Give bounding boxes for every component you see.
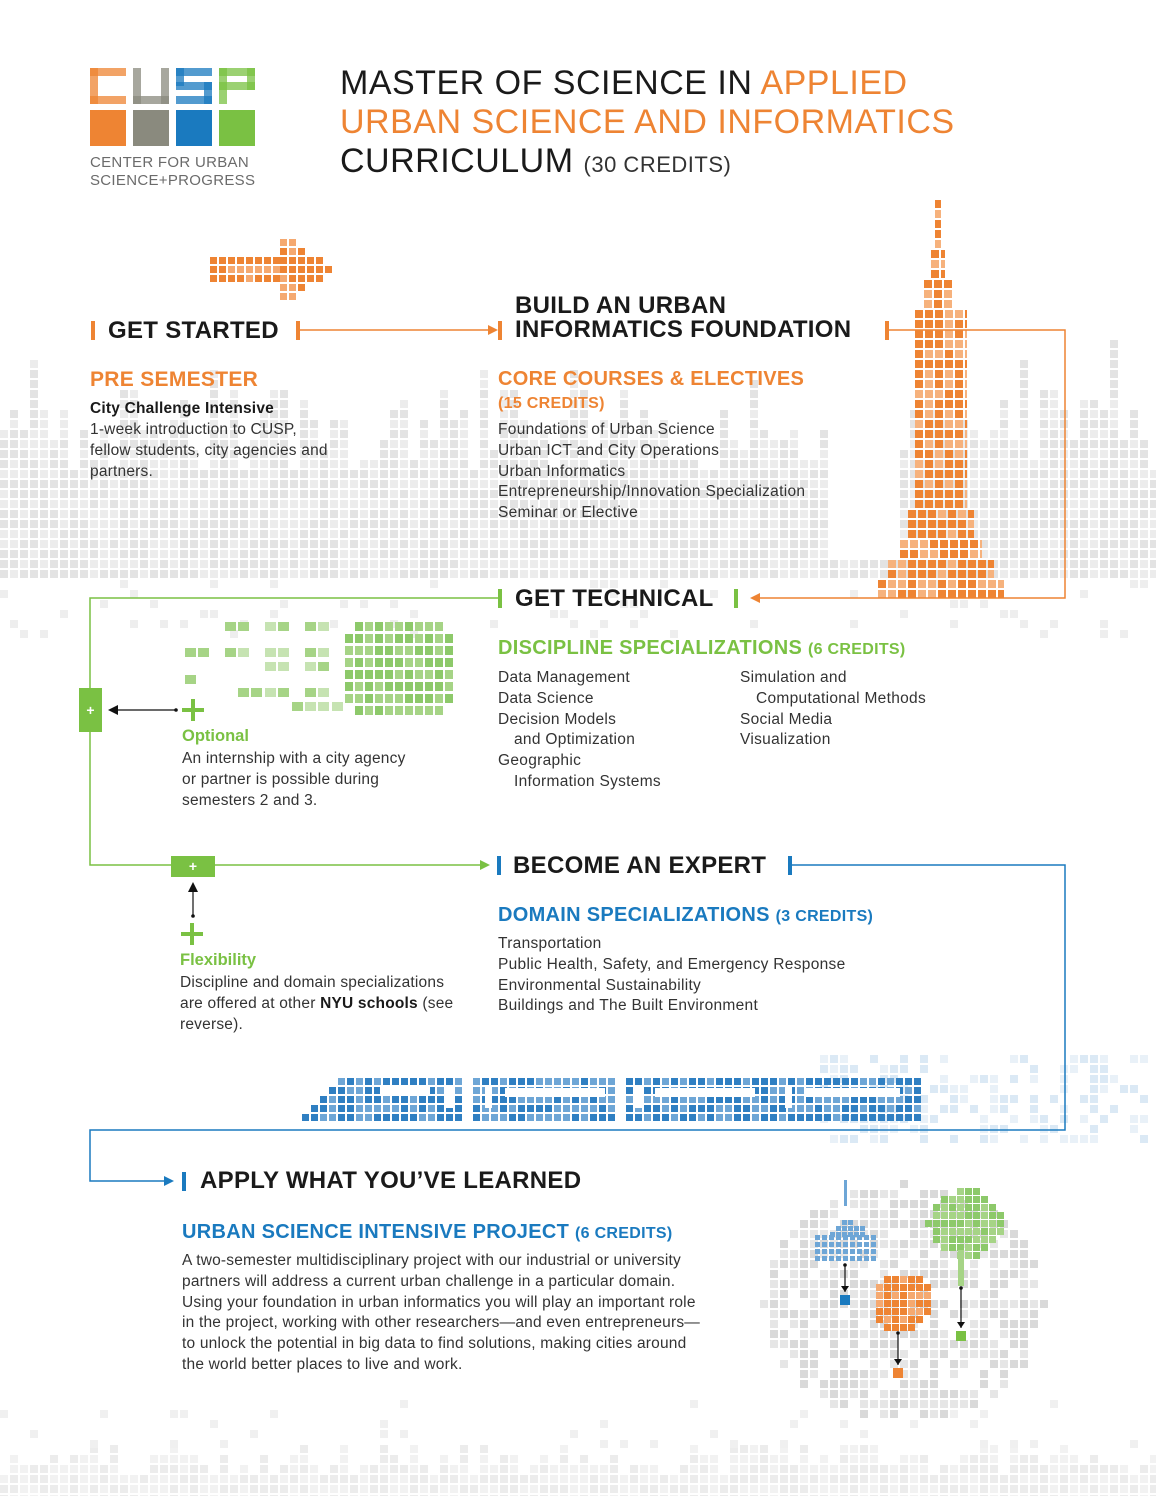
list-item: Data Management xyxy=(498,669,631,686)
world-map-graphic xyxy=(760,1180,1048,1418)
list-item: Urban Informatics xyxy=(498,462,626,480)
core-courses-heading: CORE COURSES & ELECTIVES xyxy=(498,368,805,390)
domain-heading-text: DOMAIN SPECIALIZATIONS xyxy=(498,904,770,926)
optional-plus-badge: + xyxy=(79,688,102,732)
list-item: Geographic xyxy=(498,752,582,770)
skyscraper-graphic xyxy=(878,200,1004,598)
title-credits: (30 CREDITS) xyxy=(583,152,732,177)
list-item: Environmental Sustainability xyxy=(498,976,702,994)
orange-arrow-graphic xyxy=(210,239,332,300)
logo-line-1: CENTER FOR URBAN xyxy=(90,154,249,171)
title-accent-1: APPLIED xyxy=(760,64,908,102)
list-item: Social Media xyxy=(740,710,833,728)
project-description: A two-semester multidisciplinary project with our industrial or university partners will address a current urban challenge in a particular domain. Using your foundation in urban informatics you will play an important role in the project, working with other researchers—and even entrepreneurs—to unlock the potential in big data to find solutions, making cities around the world better places to live and work. xyxy=(182,1252,701,1373)
title-accent-2: URBAN SCIENCE AND INFORMATICS xyxy=(340,103,955,141)
list-item: Buildings and The Built Environment xyxy=(498,997,759,1015)
database-graphic xyxy=(185,622,453,715)
discipline-heading xyxy=(498,636,906,662)
page-title xyxy=(340,64,955,184)
project-heading xyxy=(182,1220,673,1246)
bottom-pixel-pattern xyxy=(0,1400,1156,1496)
domain-credits: (3 CREDITS) xyxy=(775,908,874,925)
list-item: Transportation xyxy=(498,935,602,952)
list-item: Entrepreneurship/Innovation Specialization xyxy=(498,483,806,501)
list-item: Foundations of Urban Science xyxy=(498,421,715,438)
stage-apply: APPLY WHAT YOU’VE LEARNED xyxy=(200,1167,582,1194)
list-item: Information Systems xyxy=(514,772,661,790)
list-item: Data Science xyxy=(498,689,594,707)
stage-become-expert: BECOME AN EXPERT xyxy=(513,852,767,879)
discipline-list-col2 xyxy=(740,668,926,751)
discipline-heading-text: DISCIPLINE SPECIALIZATIONS xyxy=(498,637,803,659)
domain-heading xyxy=(498,903,873,929)
project-credits: (6 CREDITS) xyxy=(575,1225,673,1242)
list-item: and Optimization xyxy=(514,731,636,749)
list-item: Simulation and xyxy=(740,669,847,686)
stage-get-technical: GET TECHNICAL xyxy=(515,585,714,612)
discipline-list-col1 xyxy=(498,668,661,793)
discipline-credits: (6 CREDITS) xyxy=(807,641,906,658)
optional-heading: Optional xyxy=(182,727,249,745)
cusp-logo xyxy=(90,68,256,148)
logo-line-2: SCIENCE+PROGRESS xyxy=(90,172,256,189)
title-part-1: MASTER OF SCIENCE IN xyxy=(340,64,761,102)
flexibility-plus-badge: + xyxy=(171,856,215,877)
list-item: Seminar or Elective xyxy=(498,504,639,522)
flexibility-heading: Flexibility xyxy=(180,951,257,969)
stage-build-foundation xyxy=(515,294,851,342)
optional-description: An internship with a city agency or partner is possible during semesters 2 and 3. xyxy=(182,750,406,809)
nyu-schools-text: NYU schools xyxy=(320,994,418,1012)
core-courses-list xyxy=(498,420,805,524)
list-item: Visualization xyxy=(740,731,831,749)
logo-subtitle xyxy=(90,154,255,190)
project-heading-text: URBAN SCIENCE INTENSIVE PROJECT xyxy=(182,1221,570,1243)
flexibility-text-end: (see reverse). xyxy=(180,994,454,1033)
train-graphic xyxy=(302,1078,921,1121)
flexibility-text: Discipline and domain specializations are offered at other xyxy=(180,974,445,1012)
list-item: Urban ICT and City Operations xyxy=(498,441,720,459)
list-item: Public Health, Safety, and Emergency Response xyxy=(498,955,846,973)
pre-semester-description: 1-week introduction to CUSP, fellow students, city agencies and partners. xyxy=(90,421,328,480)
city-challenge-heading: City Challenge Intensive xyxy=(90,400,274,417)
stage-build-line-1: BUILD AN URBAN xyxy=(515,292,727,319)
stage-build-line-2: INFORMATICS FOUNDATION xyxy=(515,316,852,343)
core-courses-credits: (15 CREDITS) xyxy=(498,395,605,412)
title-part-2: CURRICULUM xyxy=(340,142,574,180)
flexibility-description xyxy=(180,973,470,1035)
list-item: Decision Models xyxy=(498,710,617,728)
list-item: Computational Methods xyxy=(756,689,927,707)
domain-list xyxy=(498,934,846,1017)
stage-get-started: GET STARTED xyxy=(108,317,279,344)
pre-semester-heading: PRE SEMESTER xyxy=(90,368,259,391)
